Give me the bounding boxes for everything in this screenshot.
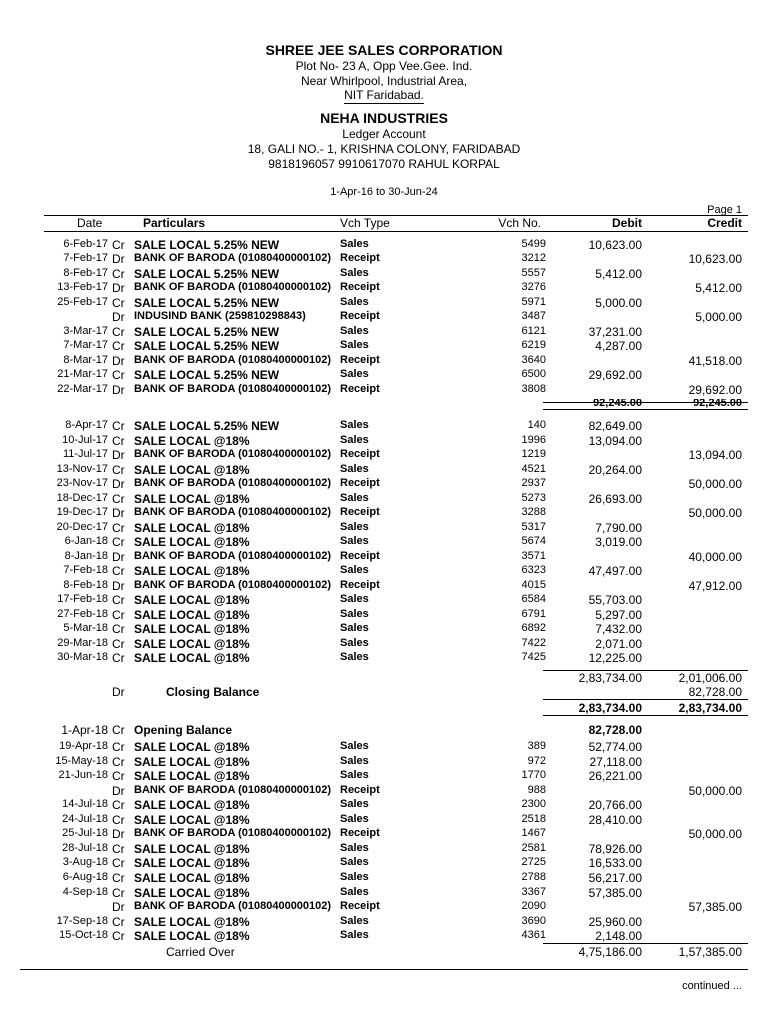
- entry-date: 4-Sep-18: [62, 886, 108, 898]
- entry-debit: 20,766.00: [588, 798, 642, 812]
- entry-vch-type: Sales: [340, 368, 369, 380]
- entry-particulars: BANK OF BARODA (01080400000102): [134, 354, 332, 366]
- entry-date: 21-Mar-17: [57, 368, 108, 380]
- entry-particulars: SALE LOCAL 5.25% NEW: [134, 267, 280, 281]
- entry-particulars: SALE LOCAL @18%: [134, 842, 250, 856]
- entry-vch-no: 4521: [521, 463, 546, 475]
- opening-balance-label: Opening Balance: [134, 723, 233, 737]
- entry-vch-type: Receipt: [340, 281, 380, 293]
- entry-credit: 50,000.00: [688, 784, 742, 798]
- entry-date: 22-Mar-17: [57, 383, 108, 395]
- entry-drcr: Dr: [112, 827, 125, 841]
- entry-vch-type: Receipt: [340, 579, 380, 591]
- entry-debit: 37,231.00: [588, 325, 642, 339]
- entry-date: 15-Oct-18: [59, 929, 108, 941]
- entry-date: 19-Dec-17: [56, 506, 108, 518]
- entry-particulars: SALE LOCAL @18%: [134, 463, 250, 477]
- entry-drcr: Dr: [112, 354, 125, 368]
- entry-vch-type: Sales: [340, 492, 369, 504]
- section2-total-rule-bottom: [543, 715, 748, 716]
- entry-debit: 5,000.00: [595, 296, 642, 310]
- entry-particulars: SALE LOCAL @18%: [134, 755, 250, 769]
- entry-vch-type: Receipt: [340, 550, 380, 562]
- entry-particulars: SALE LOCAL @18%: [134, 929, 250, 943]
- entry-drcr: Cr: [112, 622, 125, 636]
- entry-particulars: SALE LOCAL 5.25% NEW: [134, 339, 280, 353]
- entry-credit: 50,000.00: [688, 827, 742, 841]
- entry-vch-type: Receipt: [340, 310, 380, 322]
- entry-debit: 3,019.00: [595, 535, 642, 549]
- entry-vch-type: Receipt: [340, 252, 380, 264]
- entry-vch-type: Sales: [340, 564, 369, 576]
- entry-particulars: SALE LOCAL @18%: [134, 608, 250, 622]
- entry-date: 14-Jul-18: [62, 798, 108, 810]
- col-header-credit: Credit: [707, 216, 742, 230]
- entry-vch-no: 2937: [521, 477, 546, 489]
- entry-vch-type: Sales: [340, 463, 369, 475]
- entry-vch-no: 6791: [521, 608, 546, 620]
- entry-vch-type: Sales: [340, 740, 369, 752]
- entry-vch-no: 3212: [521, 252, 546, 264]
- company-address-line2: Near Whirlpool, Industrial Area,: [300, 74, 468, 88]
- entry-particulars: SALE LOCAL 5.25% NEW: [134, 325, 280, 339]
- ledger-period: 1-Apr-16 to 30-Jun-24: [330, 186, 438, 198]
- entry-date: 7-Mar-17: [63, 339, 108, 351]
- entry-date: 7-Feb-17: [63, 252, 108, 264]
- entry-particulars: SALE LOCAL @18%: [134, 798, 250, 812]
- page-bottom-rule: [20, 969, 748, 970]
- section2-subtotal-debit: 2,83,734.00: [578, 671, 642, 685]
- continued-note: continued ...: [682, 980, 742, 992]
- entry-vch-type: Sales: [340, 871, 369, 883]
- entry-date: 8-Feb-18: [63, 579, 108, 591]
- entry-particulars: BANK OF BARODA (01080400000102): [134, 383, 332, 395]
- entry-drcr: Dr: [112, 784, 125, 798]
- entry-date: 6-Jan-18: [64, 535, 108, 547]
- entry-date: 28-Jul-18: [62, 842, 108, 854]
- opening-drcr: Cr: [112, 723, 125, 737]
- entry-vch-type: Sales: [340, 637, 369, 649]
- entry-credit: 29,692.00: [688, 383, 742, 397]
- entry-particulars: BANK OF BARODA (01080400000102): [134, 252, 332, 264]
- entry-debit: 57,385.00: [588, 886, 642, 900]
- entry-vch-no: 1467: [521, 827, 546, 839]
- entry-date: 10-Jul-17: [62, 434, 108, 446]
- entry-drcr: Cr: [112, 267, 125, 281]
- company-name: SHREE JEE SALES CORPORATION: [265, 42, 503, 58]
- entry-particulars: SALE LOCAL @18%: [134, 535, 250, 549]
- entry-vch-no: 2300: [521, 798, 546, 810]
- entry-vch-type: Sales: [340, 608, 369, 620]
- entry-drcr: Cr: [112, 492, 125, 506]
- entry-debit: 55,703.00: [588, 593, 642, 607]
- entry-vch-type: Sales: [340, 769, 369, 781]
- entry-date: 25-Jul-18: [62, 827, 108, 839]
- entry-vch-type: Sales: [340, 856, 369, 868]
- entry-drcr: Cr: [112, 608, 125, 622]
- entry-vch-no: 972: [527, 755, 546, 767]
- entry-credit: 5,000.00: [695, 310, 742, 324]
- entry-date: 27-Feb-18: [57, 608, 108, 620]
- entry-date: 30-Mar-18: [57, 651, 108, 663]
- entry-vch-type: Sales: [340, 419, 369, 431]
- entry-debit: 29,692.00: [588, 368, 642, 382]
- entry-drcr: Cr: [112, 929, 125, 943]
- entry-drcr: Cr: [112, 593, 125, 607]
- entry-vch-no: 2788: [521, 871, 546, 883]
- entry-date: 20-Dec-17: [56, 521, 108, 533]
- entry-debit: 2,071.00: [595, 637, 642, 651]
- entry-debit: 5,412.00: [595, 267, 642, 281]
- entry-drcr: Dr: [112, 579, 125, 593]
- entry-debit: 7,432.00: [595, 622, 642, 636]
- entry-date: 24-Jul-18: [62, 813, 108, 825]
- entry-particulars: SALE LOCAL @18%: [134, 813, 250, 827]
- entry-drcr: Cr: [112, 535, 125, 549]
- entry-drcr: Cr: [112, 463, 125, 477]
- entry-vch-no: 1770: [521, 769, 546, 781]
- party-address: 18, GALI NO.- 1, KRISHNA COLONY, FARIDABAD: [247, 142, 521, 156]
- entry-vch-no: 3640: [521, 354, 546, 366]
- closing-balance-label: Closing Balance: [166, 685, 260, 699]
- entry-particulars: SALE LOCAL @18%: [134, 651, 250, 665]
- entry-debit: 4,287.00: [595, 339, 642, 353]
- entry-vch-no: 2518: [521, 813, 546, 825]
- entry-drcr: Cr: [112, 339, 125, 353]
- entry-vch-type: Sales: [340, 434, 369, 446]
- entry-date: 8-Jan-18: [64, 550, 108, 562]
- entry-vch-no: 3487: [521, 310, 546, 322]
- section1-total-credit: 92,245.00: [693, 399, 742, 408]
- entry-particulars: SALE LOCAL @18%: [134, 886, 250, 900]
- entry-vch-no: 3571: [521, 550, 546, 562]
- entry-vch-no: 140: [527, 419, 546, 431]
- entry-drcr: Cr: [112, 871, 125, 885]
- entry-vch-no: 5557: [521, 267, 546, 279]
- entry-debit: 5,297.00: [595, 608, 642, 622]
- entry-vch-no: 2090: [521, 900, 546, 912]
- entry-drcr: Cr: [112, 296, 125, 310]
- entry-particulars: BANK OF BARODA (01080400000102): [134, 900, 332, 912]
- entry-debit: 10,623.00: [588, 238, 642, 252]
- entry-drcr: Cr: [112, 238, 125, 252]
- entry-particulars: BANK OF BARODA (01080400000102): [134, 550, 332, 562]
- entry-drcr: Dr: [112, 477, 125, 491]
- entry-drcr: Cr: [112, 915, 125, 929]
- entry-particulars: SALE LOCAL 5.25% NEW: [134, 296, 280, 310]
- entry-debit: 7,790.00: [595, 521, 642, 535]
- entry-drcr: Cr: [112, 886, 125, 900]
- entry-drcr: Cr: [112, 856, 125, 870]
- entry-vch-no: 3367: [521, 886, 546, 898]
- entry-date: 8-Mar-17: [63, 354, 108, 366]
- closing-balance-credit: 82,728.00: [688, 685, 742, 699]
- page-number: Page 1: [707, 204, 742, 216]
- col-header-particulars: Particulars: [143, 216, 206, 230]
- entry-debit: 28,410.00: [588, 813, 642, 827]
- entry-date: 7-Feb-18: [63, 564, 108, 576]
- entry-vch-no: 2725: [521, 856, 546, 868]
- entry-particulars: SALE LOCAL 5.25% NEW: [134, 419, 280, 433]
- entry-vch-no: 5674: [521, 535, 546, 547]
- company-address-line1: Plot No- 23 A, Opp Vee.Gee. Ind.: [295, 59, 473, 73]
- company-address-line3: [0, 88, 768, 102]
- entry-drcr: Cr: [112, 798, 125, 812]
- entry-vch-no: 6323: [521, 564, 546, 576]
- entry-particulars: SALE LOCAL 5.25% NEW: [134, 368, 280, 382]
- entry-drcr: Cr: [112, 813, 125, 827]
- entry-vch-no: 6121: [521, 325, 546, 337]
- entry-date: 29-Mar-18: [57, 637, 108, 649]
- party-contact: 9818196057 9910617070 RAHUL KORPAL: [268, 157, 500, 171]
- opening-date: 1-Apr-18: [61, 723, 108, 737]
- party-name: NEHA INDUSTRIES: [320, 110, 448, 126]
- col-header-debit: Debit: [612, 216, 642, 230]
- entry-drcr: Cr: [112, 740, 125, 754]
- entry-vch-type: Sales: [340, 886, 369, 898]
- entry-particulars: BANK OF BARODA (01080400000102): [134, 506, 332, 518]
- entry-drcr: Cr: [112, 368, 125, 382]
- entry-debit: 78,926.00: [588, 842, 642, 856]
- entry-vch-type: Sales: [340, 622, 369, 634]
- entry-date: 8-Apr-17: [65, 419, 108, 431]
- entry-debit: 12,225.00: [588, 651, 642, 665]
- entry-particulars: BANK OF BARODA (01080400000102): [134, 784, 332, 796]
- entry-debit: 20,264.00: [588, 463, 642, 477]
- entry-vch-no: 1219: [521, 448, 546, 460]
- entry-particulars: SALE LOCAL @18%: [134, 622, 250, 636]
- entry-vch-no: 389: [527, 740, 546, 752]
- entry-debit: 26,693.00: [588, 492, 642, 506]
- entry-vch-type: Sales: [340, 593, 369, 605]
- entry-vch-no: 3690: [521, 915, 546, 927]
- entry-vch-type: Sales: [340, 325, 369, 337]
- entry-vch-no: 4015: [521, 579, 546, 591]
- entry-credit: 40,000.00: [688, 550, 742, 564]
- entry-particulars: SALE LOCAL @18%: [134, 637, 250, 651]
- entry-vch-type: Sales: [340, 651, 369, 663]
- entry-vch-no: 6500: [521, 368, 546, 380]
- company-city: NIT Faridabad.: [344, 88, 424, 102]
- entry-particulars: SALE LOCAL @18%: [134, 521, 250, 535]
- carried-over-label: Carried Over: [166, 945, 235, 959]
- entry-date: 13-Feb-17: [57, 281, 108, 293]
- entry-particulars: BANK OF BARODA (01080400000102): [134, 448, 332, 460]
- entry-vch-type: Sales: [340, 238, 369, 250]
- entry-credit: 50,000.00: [688, 477, 742, 491]
- entry-vch-no: 2581: [521, 842, 546, 854]
- entry-vch-type: Sales: [340, 755, 369, 767]
- entry-date: 6-Feb-17: [63, 238, 108, 250]
- entry-vch-no: 6584: [521, 593, 546, 605]
- carried-over-rule: [543, 943, 748, 944]
- entry-debit: 26,221.00: [588, 769, 642, 783]
- entry-date: 6-Aug-18: [62, 871, 108, 883]
- entry-date: 15-May-18: [55, 755, 108, 767]
- entry-credit: 57,385.00: [688, 900, 742, 914]
- entry-vch-no: 6219: [521, 339, 546, 351]
- entry-drcr: Dr: [112, 383, 125, 397]
- entry-drcr: Dr: [112, 252, 125, 266]
- entry-debit: 16,533.00: [588, 856, 642, 870]
- section2-subtotal-credit: 2,01,006.00: [678, 671, 742, 685]
- entry-vch-type: Sales: [340, 535, 369, 547]
- entry-particulars: SALE LOCAL @18%: [134, 492, 250, 506]
- entry-vch-no: 4361: [521, 929, 546, 941]
- entry-vch-type: Receipt: [340, 354, 380, 366]
- entry-vch-no: 7425: [521, 651, 546, 663]
- entry-date: 8-Feb-17: [63, 267, 108, 279]
- entry-vch-no: 988: [527, 784, 546, 796]
- entry-date: 17-Feb-18: [57, 593, 108, 605]
- entry-vch-type: Sales: [340, 842, 369, 854]
- col-header-date: Date: [77, 216, 103, 230]
- entry-debit: 56,217.00: [588, 871, 642, 885]
- carried-over-credit: 1,57,385.00: [678, 945, 742, 959]
- entry-particulars: INDUSIND BANK (259810298843): [134, 310, 306, 322]
- entry-vch-type: Sales: [340, 929, 369, 941]
- entry-credit: 10,623.00: [688, 252, 742, 266]
- entry-vch-type: Sales: [340, 798, 369, 810]
- entry-date: 3-Mar-17: [63, 325, 108, 337]
- entry-particulars: SALE LOCAL @18%: [134, 871, 250, 885]
- entry-credit: 50,000.00: [688, 506, 742, 520]
- header-bottom-rule: [44, 231, 748, 232]
- section2-total-credit: 2,83,734.00: [678, 701, 742, 715]
- entry-vch-type: Sales: [340, 521, 369, 533]
- entry-drcr: Cr: [112, 325, 125, 339]
- entry-debit: 13,094.00: [588, 434, 642, 448]
- section1-total-debit: 92,245.00: [593, 399, 642, 408]
- entry-vch-no: 6892: [521, 622, 546, 634]
- section2-total-rule-top: [543, 699, 748, 700]
- entry-drcr: Cr: [112, 434, 125, 448]
- entry-particulars: SALE LOCAL @18%: [134, 769, 250, 783]
- closing-drcr: Dr: [112, 685, 125, 699]
- col-header-vch-no: Vch No.: [498, 216, 541, 230]
- entry-date: 5-Mar-18: [63, 622, 108, 634]
- entry-debit: 25,960.00: [588, 915, 642, 929]
- entry-date: 23-Nov-17: [56, 477, 108, 489]
- entry-debit: 52,774.00: [588, 740, 642, 754]
- entry-date: 3-Aug-18: [62, 856, 108, 868]
- entry-vch-type: Receipt: [340, 383, 380, 395]
- entry-vch-no: 5317: [521, 521, 546, 533]
- entry-credit: 5,412.00: [695, 281, 742, 295]
- entry-drcr: Dr: [112, 310, 125, 324]
- entry-debit: 82,649.00: [588, 419, 642, 433]
- entry-drcr: Dr: [112, 506, 125, 520]
- entry-date: 11-Jul-17: [62, 448, 108, 460]
- entry-drcr: Dr: [112, 281, 125, 295]
- entry-debit: 27,118.00: [589, 755, 642, 769]
- section1-total-rule-bottom: [543, 409, 748, 410]
- entry-drcr: Cr: [112, 521, 125, 535]
- entry-vch-type: Sales: [340, 915, 369, 927]
- entry-particulars: BANK OF BARODA (01080400000102): [134, 477, 332, 489]
- entry-vch-type: Receipt: [340, 784, 380, 796]
- entry-vch-type: Sales: [340, 813, 369, 825]
- entry-vch-type: Receipt: [340, 477, 380, 489]
- entry-vch-type: Receipt: [340, 827, 380, 839]
- col-header-vch-type: Vch Type: [340, 216, 390, 230]
- entry-particulars: SALE LOCAL @18%: [134, 915, 250, 929]
- entry-vch-no: 7422: [521, 637, 546, 649]
- entry-debit: 2,148.00: [595, 929, 642, 943]
- entry-date: 19-Apr-18: [59, 740, 108, 752]
- entry-particulars: BANK OF BARODA (01080400000102): [134, 281, 332, 293]
- entry-drcr: Cr: [112, 564, 125, 578]
- entry-vch-no: 5499: [521, 238, 546, 250]
- entry-vch-no: 5273: [521, 492, 546, 504]
- section2-total-debit: 2,83,734.00: [578, 701, 642, 715]
- entry-particulars: SALE LOCAL @18%: [134, 856, 250, 870]
- entry-date: 21-Jun-18: [58, 769, 108, 781]
- entry-credit: 13,094.00: [688, 448, 742, 462]
- entry-credit: 41,518.00: [688, 354, 742, 368]
- entry-vch-type: Receipt: [340, 900, 380, 912]
- entry-vch-no: 1996: [521, 434, 546, 446]
- entry-particulars: BANK OF BARODA (01080400000102): [134, 827, 332, 839]
- entry-drcr: Cr: [112, 637, 125, 651]
- entry-particulars: SALE LOCAL @18%: [134, 740, 250, 754]
- entry-drcr: Cr: [112, 419, 125, 433]
- entry-drcr: Cr: [112, 842, 125, 856]
- entry-drcr: Cr: [112, 651, 125, 665]
- carried-over-debit: 4,75,186.00: [578, 945, 642, 959]
- entry-date: 17-Sep-18: [56, 915, 108, 927]
- entry-vch-type: Receipt: [340, 506, 380, 518]
- entry-credit: 47,912.00: [688, 579, 742, 593]
- entry-vch-type: Sales: [340, 267, 369, 279]
- entry-particulars: BANK OF BARODA (01080400000102): [134, 579, 332, 591]
- entry-drcr: Dr: [112, 900, 125, 914]
- opening-balance-debit: 82,728.00: [588, 723, 642, 737]
- entry-vch-type: Receipt: [340, 448, 380, 460]
- entry-drcr: Dr: [112, 448, 125, 462]
- entry-drcr: Dr: [112, 550, 125, 564]
- entry-particulars: SALE LOCAL @18%: [134, 564, 250, 578]
- entry-particulars: SALE LOCAL 5.25% NEW: [134, 238, 280, 252]
- entry-vch-type: Sales: [340, 296, 369, 308]
- entry-vch-no: 3288: [521, 506, 546, 518]
- entry-drcr: Cr: [112, 769, 125, 783]
- entry-vch-no: 3276: [521, 281, 546, 293]
- entry-vch-type: Sales: [340, 339, 369, 351]
- ledger-subtitle: Ledger Account: [342, 127, 426, 141]
- entry-vch-no: 5971: [521, 296, 546, 308]
- entry-drcr: Cr: [112, 755, 125, 769]
- entry-particulars: SALE LOCAL @18%: [134, 434, 250, 448]
- entry-date: 25-Feb-17: [57, 296, 108, 308]
- entry-vch-no: 3808: [521, 383, 546, 395]
- entry-date: 18-Dec-17: [56, 492, 108, 504]
- entry-debit: 47,497.00: [588, 564, 642, 578]
- entry-date: 13-Nov-17: [56, 463, 108, 475]
- entry-particulars: SALE LOCAL @18%: [134, 593, 250, 607]
